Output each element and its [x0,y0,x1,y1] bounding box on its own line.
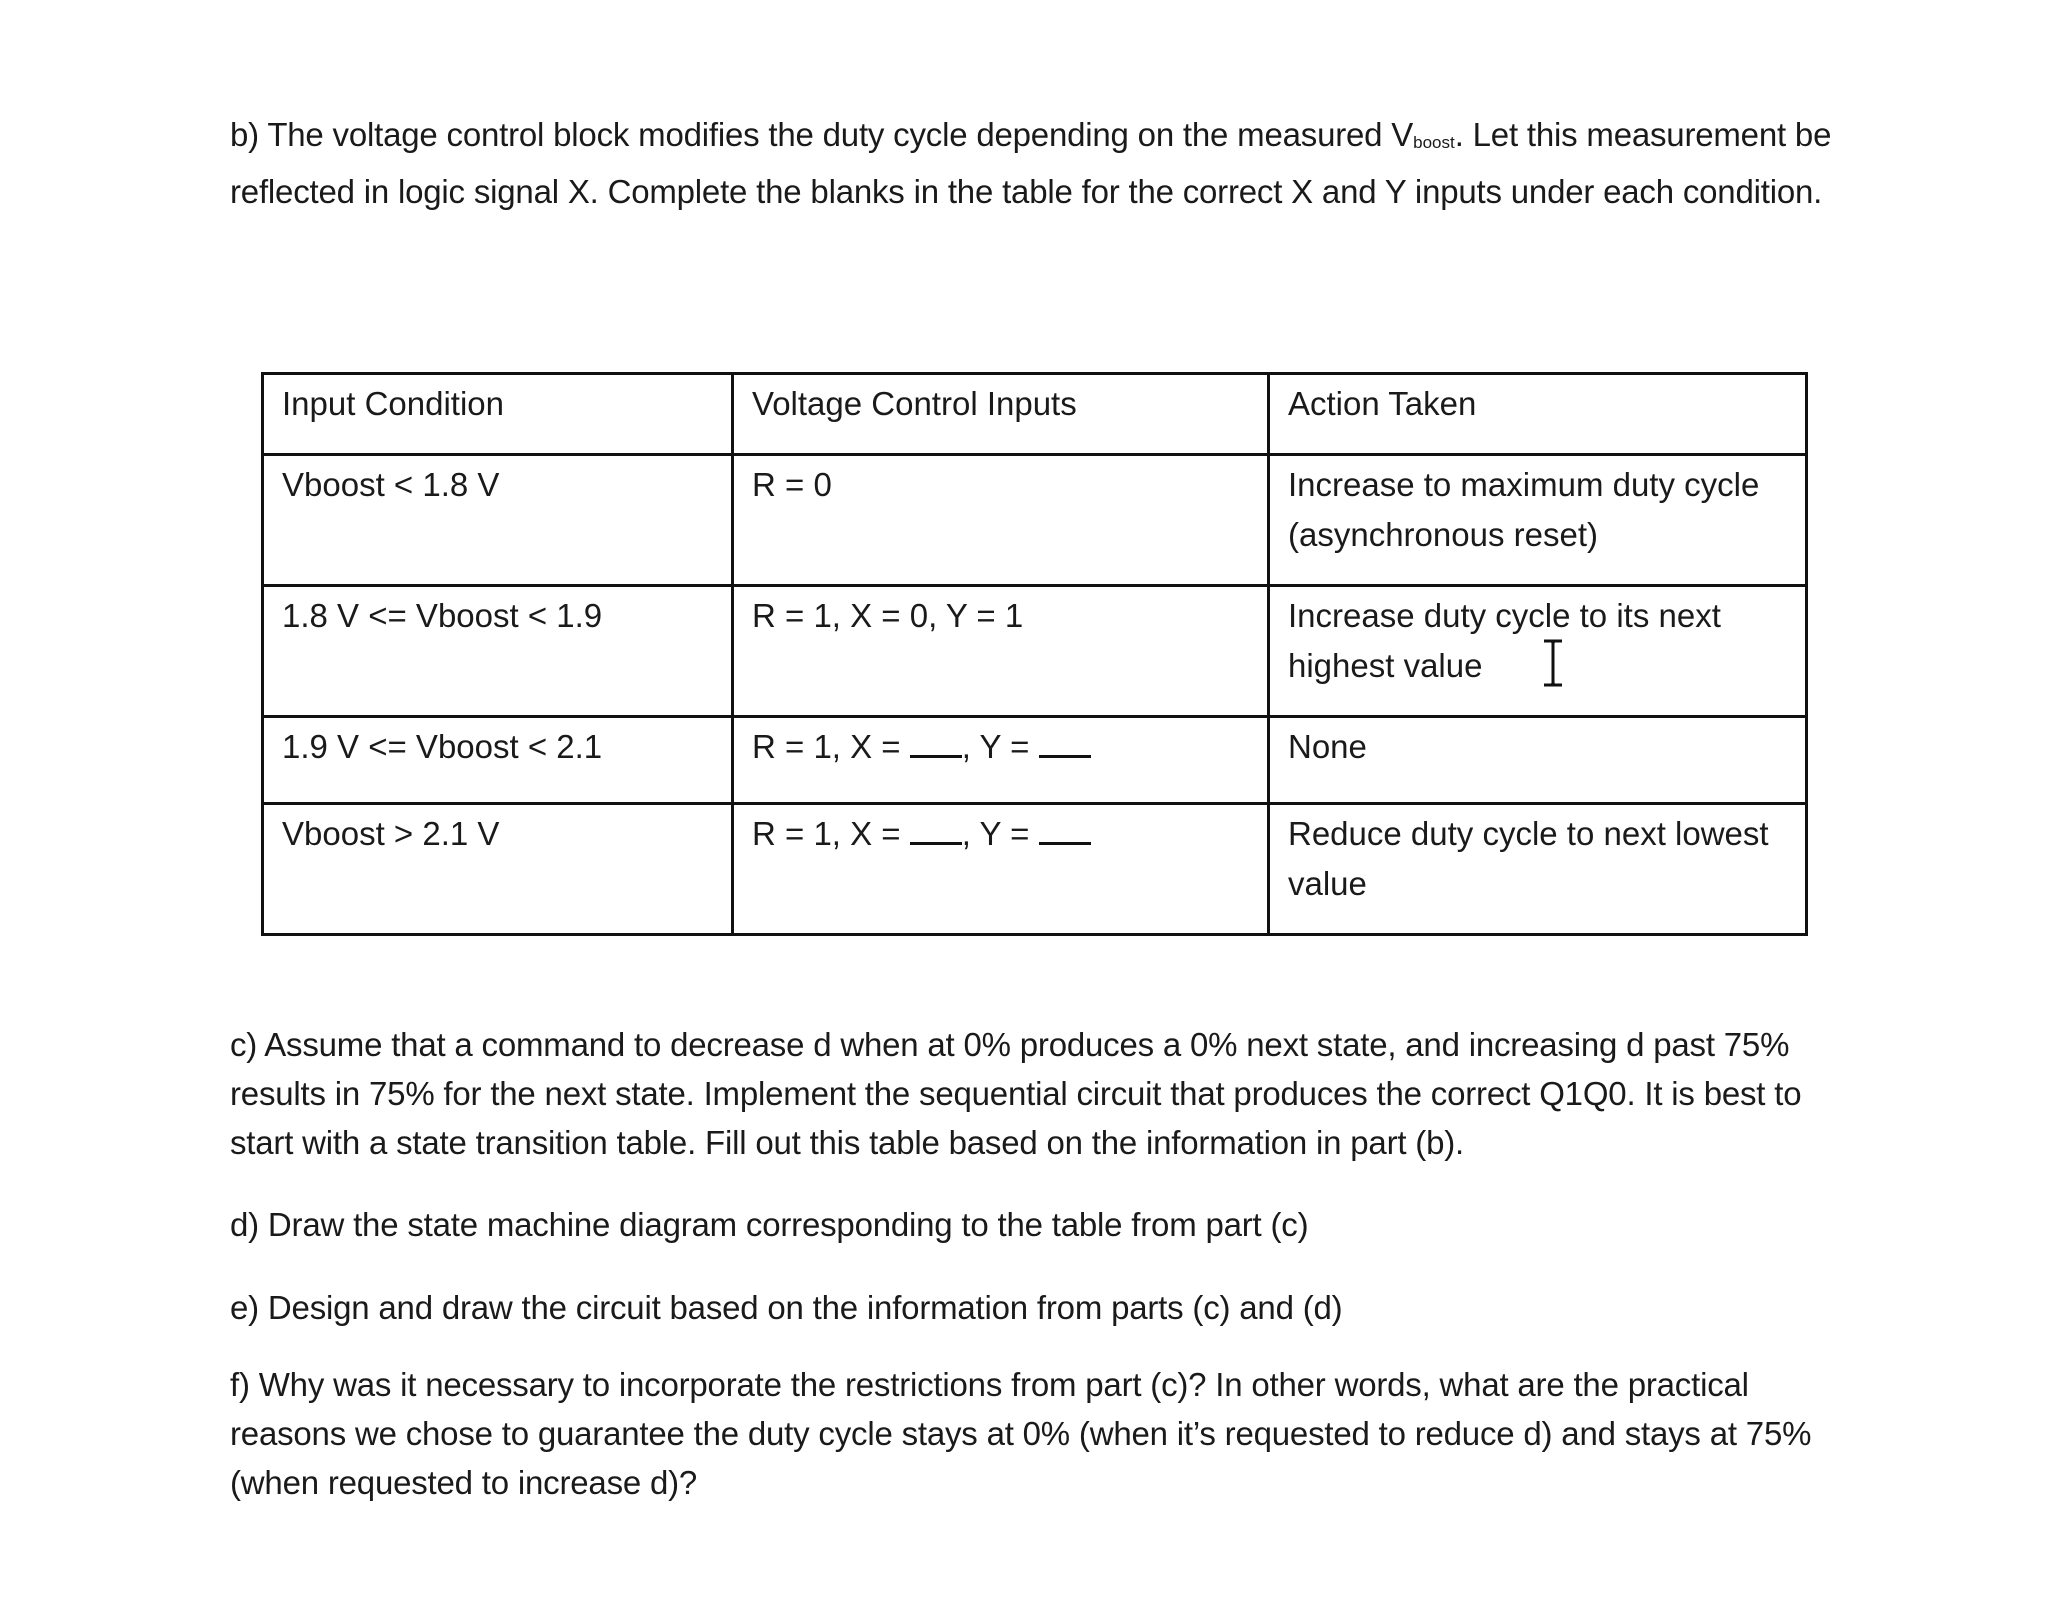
part-b-text-1: b) The voltage control block modifies the duty cycle depending on the measured V [230,116,1414,153]
part-f-paragraph: f) Why was it necessary to incorporate the restrictions from part (c)? In other words, what are the practical reasons we chose to guarantee the duty cycle stays at 0% (when it’s requested to reduce d) and stays at 75% (when requested to increase d)? [230,1366,1812,1501]
condition-cell: 1.8 V <= Vboost < 1.9 [263,586,733,717]
inputs-cell: R = 0 [733,455,1269,586]
vboost-subscript: boost [1413,133,1455,152]
x-blank-field[interactable] [910,725,962,758]
condition-cell: Vboost > 2.1 V [263,804,733,935]
action-cell: Increase to maximum duty cycle (asynchronous reset) [1269,455,1807,586]
inputs-mid: , Y = [961,815,1039,852]
action-cell: Increase duty cycle to its next highest value [1269,586,1807,717]
condition-cell: Vboost < 1.8 V [263,455,733,586]
text-cursor-icon [1540,638,1566,688]
header-voltage-control-inputs: Voltage Control Inputs [733,374,1269,455]
part-b-text-2: . Let this measurement be reflected in logic signal X. Complete the blanks in the table for the correct X and Y inputs under each condition. [230,116,1832,210]
inputs-prefix: R = 1, X = [752,815,910,852]
action-cell: None [1269,717,1807,804]
condition-cell: 1.9 V <= Vboost < 2.1 [263,717,733,804]
table-row [263,455,1807,586]
x-blank-field[interactable] [910,812,962,845]
voltage-condition-table [261,372,1808,936]
y-blank-field[interactable] [1039,725,1091,758]
table-header-row [263,374,1807,455]
inputs-cell: R = 1, X = 0, Y = 1 [733,586,1269,717]
inputs-cell [733,804,1269,935]
inputs-prefix: R = 1, X = [752,728,910,765]
part-d-paragraph: d) Draw the state machine diagram corresponding to the table from part (c) [230,1206,1309,1243]
action-cell: Reduce duty cycle to next lowest value [1269,804,1807,935]
inputs-cell [733,717,1269,804]
header-action-taken: Action Taken [1269,374,1807,455]
part-e-paragraph: e) Design and draw the circuit based on the information from parts (c) and (d) [230,1289,1343,1326]
table-row [263,717,1807,804]
y-blank-field[interactable] [1039,812,1091,845]
part-b-paragraph [230,110,1850,216]
table-row [263,804,1807,935]
inputs-mid: , Y = [961,728,1039,765]
header-input-condition: Input Condition [263,374,733,455]
part-c-paragraph: c) Assume that a command to decrease d when at 0% produces a 0% next state, and increasing d past 75% results in 75% for the next state. Implement the sequential circuit that produces the correct Q1Q0. It is best to start with a state transition table. Fill out this table based on the information in part (b). [230,1026,1802,1161]
table-row [263,586,1807,717]
